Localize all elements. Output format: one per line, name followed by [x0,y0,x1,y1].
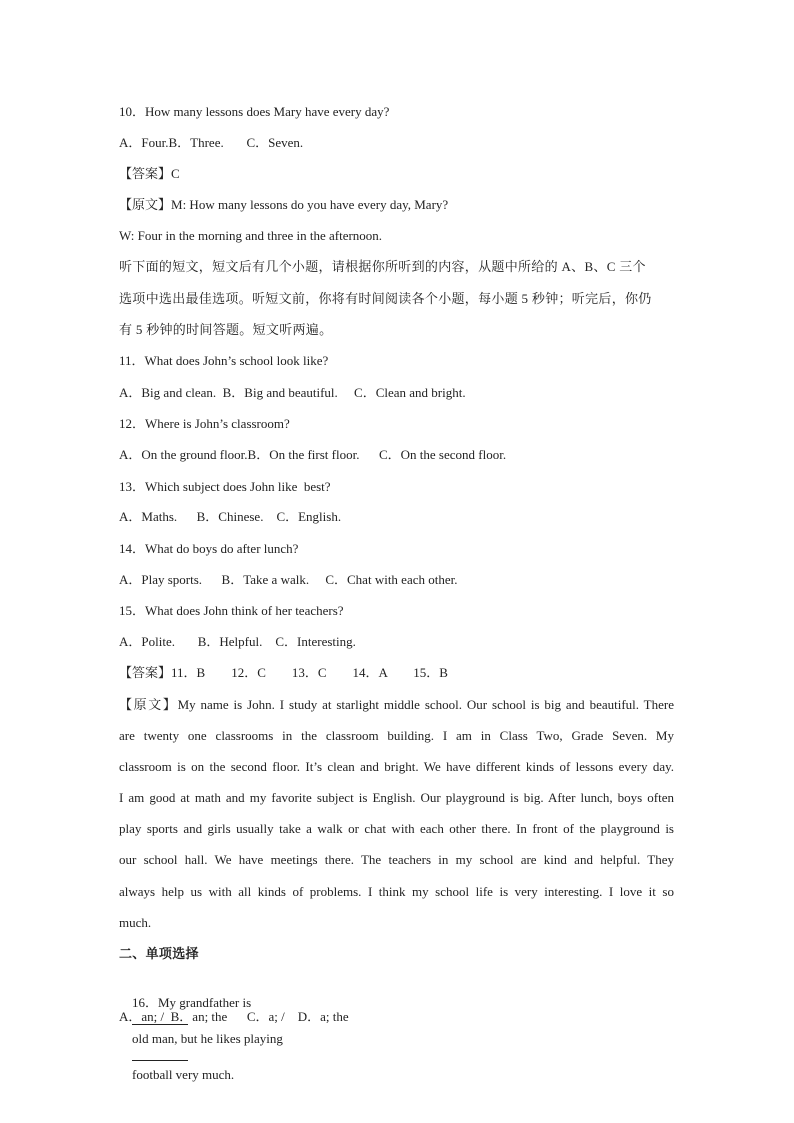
question-14-options: A．Play sports. B．Take a walk. C．Chat with each other. [119,572,458,587]
script-10-line2: W: Four in the morning and three in the afternoon. [119,228,383,243]
passage-line2: are twenty one classrooms in the classroom building. I am in Class Two, Grade Seven. My [119,728,674,743]
question-11-options: A．Big and clean. B．Big and beautiful. C．Clean and bright. [119,385,466,400]
passage-line6: our school hall. We have meetings there. The teachers in my school are kind and helpful. They [119,852,674,867]
answer-label: 【答案】 [119,166,172,181]
passage-line8: much. [119,915,152,930]
passage-line4: I am good at math and my favorite subject is English. Our playground is big. After lunch, boys often [119,790,674,805]
question-10: 10．How many lessons does Mary have every day? [119,104,390,119]
question-12: 12．Where is John’s classroom? [119,416,290,431]
question-15: 15．What does John think of her teachers? [119,603,344,618]
script-label: 【原文】 [119,197,172,212]
question-16-part3: football very much. [132,1067,235,1082]
question-16-part2: old man, but he likes playing [132,1031,283,1046]
passage-line3: classroom is on the second floor. It’s clean and bright. We have different kinds of lessons every day. [119,759,674,774]
answers-11-15 [119,664,448,682]
question-16-part1: 16．My grandfather is [132,995,252,1010]
passage-line1 [119,696,674,714]
question-10-options: A．Four.B．Three. C．Seven. [119,135,304,150]
question-15-options: A．Polite. B．Helpful. C．Interesting. [119,634,356,649]
question-11: 11．What does John’s school look like? [119,353,329,368]
answer-blank [132,1048,188,1061]
script-label: 【原文】 [119,697,178,712]
question-16 [119,976,283,1102]
question-12-options: A．On the ground floor.B．On the first floor. C．On the second floor. [119,447,507,462]
answer-10 [119,165,180,183]
script-text: M: How many lessons do you have every day, Mary? [171,197,449,212]
section-heading: 二、单项选择 [119,946,199,961]
question-13: 13．Which subject does John like best? [119,479,331,494]
passage-text: My name is John. I study at starlight middle school. Our school is big and beautiful. There [177,697,674,712]
question-13-options: A．Maths. B．Chinese. C．English. [119,509,342,524]
instructions-line2: 选项中选出最佳选项。听短文前，你将有时间阅读各个小题，每小题 5 秒钟；听完后，你仍 [119,291,652,306]
instructions-line3: 有 5 秒钟的时间答题。短文听两遍。 [119,322,333,337]
answer-values: 11．B 12．C 13．C 14．A 15．B [171,665,448,680]
passage-line7: always help us with all kinds of problems. I think my school life is very interesting. I love it so [119,884,674,899]
answer-label: 【答案】 [119,665,172,680]
instructions-line1: 听下面的短文，短文后有几个小题，请根据你所听到的内容，从题中所给的 A、B、C 三个 [119,259,646,274]
question-14: 14．What do boys do after lunch? [119,541,299,556]
answer-value: C [171,166,180,181]
passage-line5: play sports and girls usually take a walk or chat with each other there. In front of the playground is [119,821,674,836]
question-16-options: A．an; / B．an; the C．a; / D．a; the [119,1009,349,1024]
script-10-line1 [119,196,448,214]
